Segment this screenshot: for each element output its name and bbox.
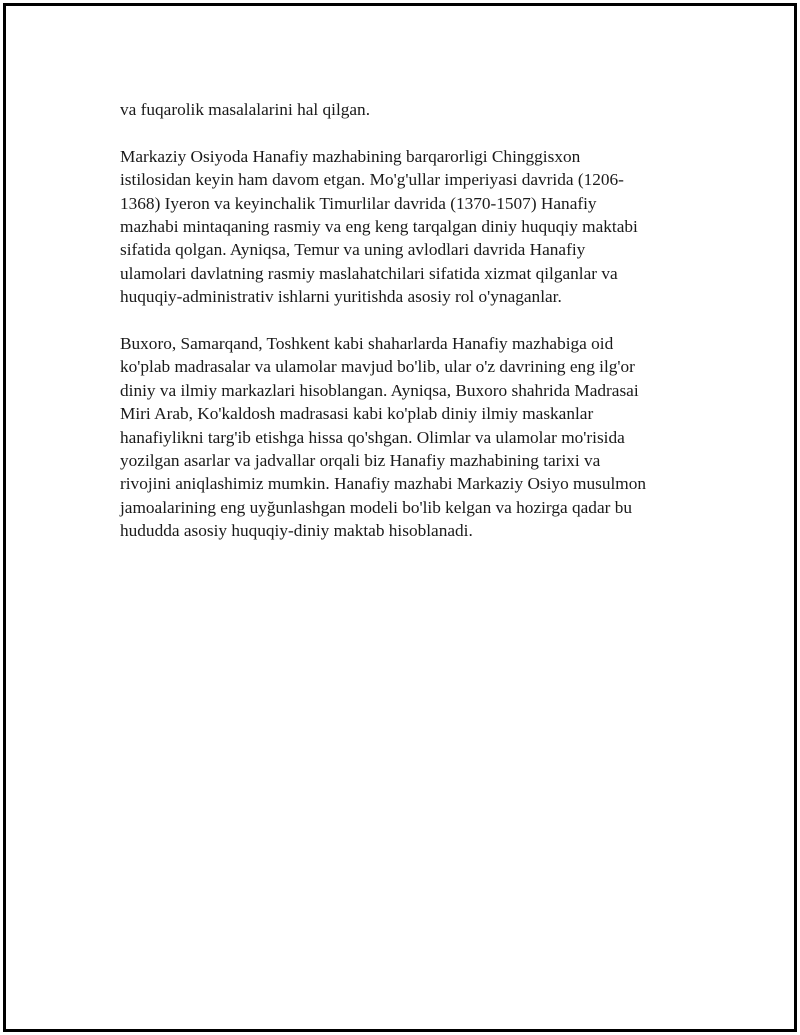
paragraph-2 <box>120 145 686 309</box>
paragraph-1 <box>120 98 686 121</box>
text-line: yozilgan asarlar va jadvallar orqali biz Hanafiy mazhabining tarixi va <box>120 451 601 471</box>
text-line: hanafiylikni targ'ib etishga hissa qo'shgan. Olimlar va ulamolar mo'risida <box>120 427 625 447</box>
text-line: mazhabi mintaqaning rasmiy va eng keng tarqalgan diniy huquqiy maktabi <box>120 217 638 237</box>
text-line: 1368) Iyeron va keyinchalik Timurlilar davrida (1370-1507) Hanafiy <box>120 193 597 213</box>
text-line: istilosidan keyin ham davom etgan. Mo'g'ullar imperiyasi davrida (1206- <box>120 170 624 190</box>
text-line: diniy va ilmiy markazlari hisoblangan. Ayniqsa, Buxoro shahrida Madrasai <box>120 380 639 400</box>
text-line: huquqiy-administrativ ishlarni yuritishda asosiy rol o'ynaganlar. <box>120 287 562 307</box>
text-line: va fuqarolik masalalarini hal qilgan. <box>120 100 371 119</box>
text-line: Buxoro, Samarqand, Toshkent kabi shaharlarda Hanafiy mazhabiga oid <box>120 334 614 354</box>
text-line: ulamolari davlatning rasmiy maslahatchilari sifatida xizmat qilganlar va <box>120 263 618 283</box>
text-line: sifatida qolgan. Ayniqsa, Temur va uning avlodlari davrida Hanafiy <box>120 240 586 260</box>
text-line: hududda asosiy huquqiy-diniy maktab hisoblanadi. <box>120 521 473 541</box>
text-line: ko'plab madrasalar va ulamolar mavjud bo'lib, ular o'z davrining eng ilg'or <box>120 357 635 377</box>
text-line: rivojini aniqlashimiz mumkin. Hanafiy mazhabi Markaziy Osiyo musulmon <box>120 474 647 494</box>
page-frame <box>3 3 797 1032</box>
text-line: Markaziy Osiyoda Hanafiy mazhabining barqarorligi Chinggisxon <box>120 146 581 166</box>
text-line: jamoalarining eng uyğunlashgan modeli bo'lib kelgan va hozirga qadar bu <box>120 497 632 517</box>
paragraph-3 <box>120 332 686 543</box>
document-body <box>120 98 686 543</box>
text-line: Miri Arab, Ko'kaldosh madrasasi kabi ko'plab diniy ilmiy maskanlar <box>120 404 594 424</box>
